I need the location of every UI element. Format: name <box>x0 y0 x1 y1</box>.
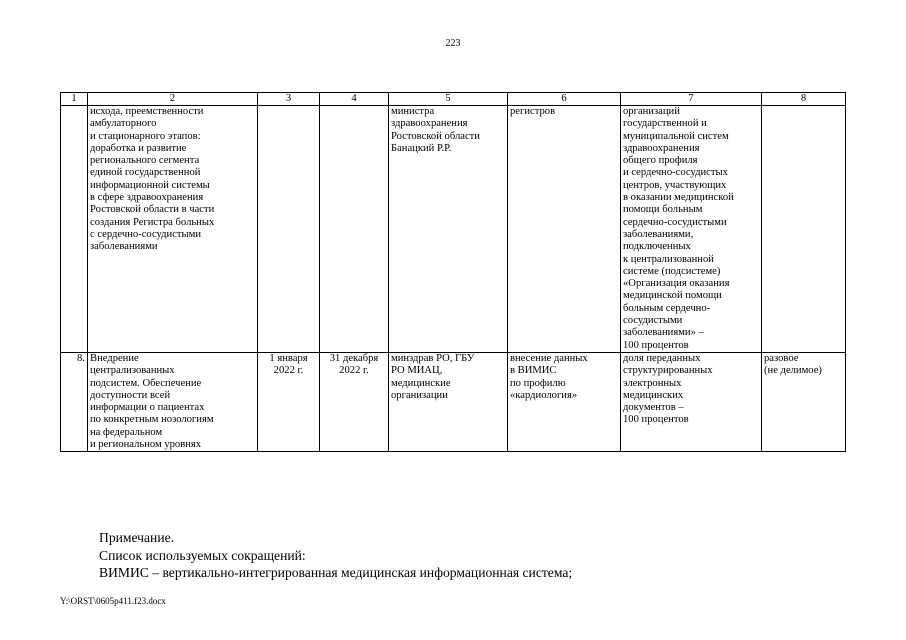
end-date-cell <box>320 106 389 353</box>
notes-block <box>99 529 572 582</box>
result-cell: внесение данных в ВИМИС по профилю «кардиология» <box>508 352 621 451</box>
table-row <box>61 106 846 353</box>
note-heading: Примечание. <box>99 530 175 545</box>
frequency-cell: разовое (не делимое) <box>762 352 846 451</box>
start-date-cell <box>258 106 320 353</box>
header-cell-3: 3 <box>258 93 320 106</box>
indicator-cell: доля переданных структурированных электронных медицинских документов – 100 процентов <box>621 352 762 451</box>
header-cell-2: 2 <box>88 93 258 106</box>
header-row <box>61 93 846 106</box>
page-number: 223 <box>445 38 461 49</box>
end-date-cell: 31 декабря 2022 г. <box>320 352 389 451</box>
header-cell-8: 8 <box>762 93 846 106</box>
start-date-cell: 1 января 2022 г. <box>258 352 320 451</box>
indicator-cell: организаций государственной и муниципальной систем здравоохранения общего профиля и сердечно-сосудистых центров, участвующих в оказании медицинской помощи больным сердечно-сосудистыми заболеваниями, подключенных к централизованной системе (подсистеме) «Организация оказания медицинской помощи больным сердечно- сосудистыми заболеваниями» – 100 процентов <box>621 106 762 353</box>
abbreviation-vimis: ВИМИС – вертикально-интегрированная медицинская информационная система; <box>99 565 573 580</box>
responsible-cell: министра здравоохранения Ростовской области Банацкий Р.Р. <box>389 106 508 353</box>
header-cell-6: 6 <box>508 93 621 106</box>
row-number-cell: 8. <box>61 352 88 451</box>
header-cell-1: 1 <box>61 93 88 106</box>
file-path-footer: Y:\ORST\0605p411.f23.docx <box>60 596 166 606</box>
event-name-cell: Внедрение централизованных подсистем. Обеспечение доступности всей информации о пациентах по конкретным нозологиям на федеральном и региональном уровнях <box>88 352 258 451</box>
header-cell-7: 7 <box>621 93 762 106</box>
row-number-cell <box>61 106 88 353</box>
result-cell: регистров <box>508 106 621 353</box>
header-cell-4: 4 <box>320 93 389 106</box>
frequency-cell <box>762 106 846 353</box>
event-name-cell: исхода, преемственности амбулаторного и стационарного этапов: доработка и развитие регионального сегмента единой государственной информационной системы в сфере здравоохранения Ростовской области в части создания Регистра больных с сердечно-сосудистыми заболеваниями <box>88 106 258 353</box>
responsible-cell: минздрав РО, ГБУ РО МИАЦ, медицинские организации <box>389 352 508 451</box>
header-cell-5: 5 <box>389 93 508 106</box>
plan-table <box>60 92 846 452</box>
abbreviations-heading: Список используемых сокращений: <box>99 547 306 563</box>
table-row <box>61 352 846 451</box>
